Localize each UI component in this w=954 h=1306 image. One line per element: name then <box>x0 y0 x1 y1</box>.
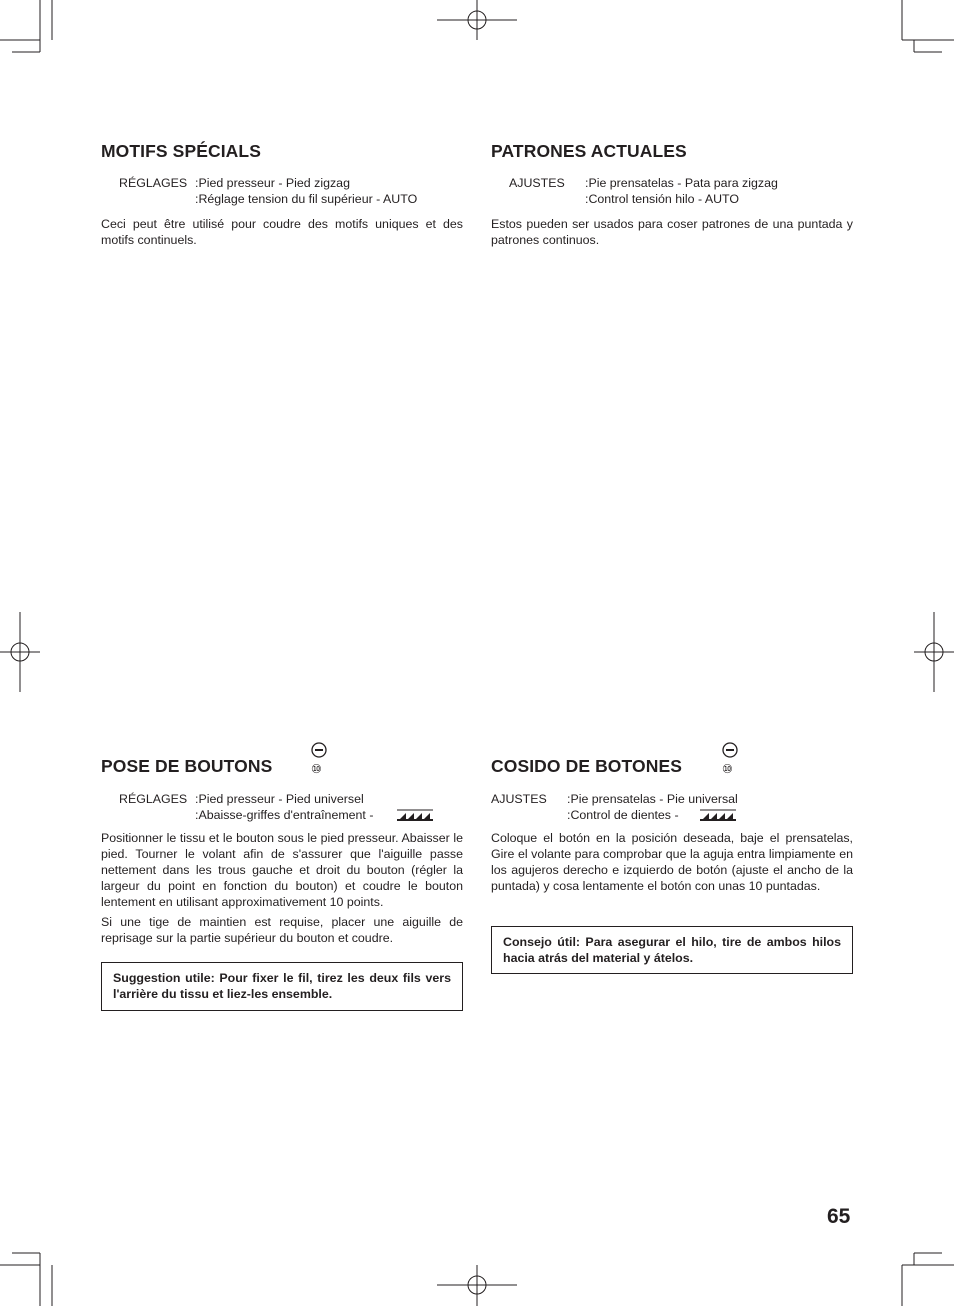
setting-line: :Control tensión hilo - AUTO <box>585 192 740 206</box>
feed-dog-lowered-icon <box>397 809 433 821</box>
setting-line: :Pied presseur - Pied universel <box>195 792 364 806</box>
section-body: Ceci peut être utilisé pour coudre des motifs uniques et des motifs continuels. <box>101 217 463 247</box>
buttonhole-stitch-icon <box>722 742 738 758</box>
settings-label: RÉGLAGES <box>119 176 188 190</box>
section-title-motifs-speciaux: MOTIFS SPÉCIALS <box>101 141 261 161</box>
setting-line: :Abaisse-griffes d'entraînement - <box>195 808 374 822</box>
tip-box: Consejo útil: Para asegurar el hilo, tire de ambos hilos hacia atrás del material y átelos. <box>491 926 853 974</box>
section-title-cosido-de-botones: COSIDO DE BOTONES <box>491 756 682 776</box>
section-title-patrones-actuales: PATRONES ACTUALES <box>491 141 687 161</box>
setting-line: :Pied presseur - Pied zigzag <box>195 176 350 190</box>
setting-line: :Pie prensatelas - Pata para zigzag <box>585 176 778 190</box>
buttonhole-stitch-icon <box>311 742 327 758</box>
tip-box: Suggestion utile: Pour fixer le fil, tirez les deux fils vers l'arrière du tissu et liez-les ensemble. <box>101 962 463 1011</box>
setting-line: :Control de dientes - <box>567 808 679 822</box>
setting-line: :Réglage tension du fil supérieur - AUTO <box>195 192 418 206</box>
section-body: Estos pueden ser usados para coser patrones de una puntada y patrones continuos. <box>491 217 853 247</box>
section-body: Coloque el botón en la posición deseada, baje el prensatelas, Gire el volante para comprobar que la aguja entra limpiamente en los agujeros derecho e izquierdo de botón (ajuste el ancho de la puntada) y cosa lentamente el botón con unas 10 puntadas. <box>491 831 853 893</box>
settings-label: AJUSTES <box>491 792 547 806</box>
settings-label: AJUSTES <box>509 176 565 190</box>
settings-label: RÉGLAGES <box>119 792 188 806</box>
page-number: 65 <box>827 1205 851 1228</box>
section-body: Si une tige de maintien est requise, placer une aiguille de reprisage sur la partie supérieur du bouton et coudre. <box>101 915 463 945</box>
setting-line: :Pie prensatelas - Pie universal <box>567 792 738 806</box>
feed-dog-lowered-icon <box>700 809 736 821</box>
section-title-pose-de-boutons: POSE DE BOUTONS <box>101 756 273 776</box>
pattern-number: ⑩ <box>722 762 733 776</box>
pattern-number: ⑩ <box>311 762 322 776</box>
section-body: Positionner le tissu et le bouton sous le pied presseur. Abaisser le pied. Tourner le volant afin de s'assurer que l'aiguille passe nettement dans les trous gauche et droit du bouton (régler la largeur du point en fonction du bouton) et coudre le bouton lentement en utilisant approximativement 10 points. <box>101 831 463 909</box>
